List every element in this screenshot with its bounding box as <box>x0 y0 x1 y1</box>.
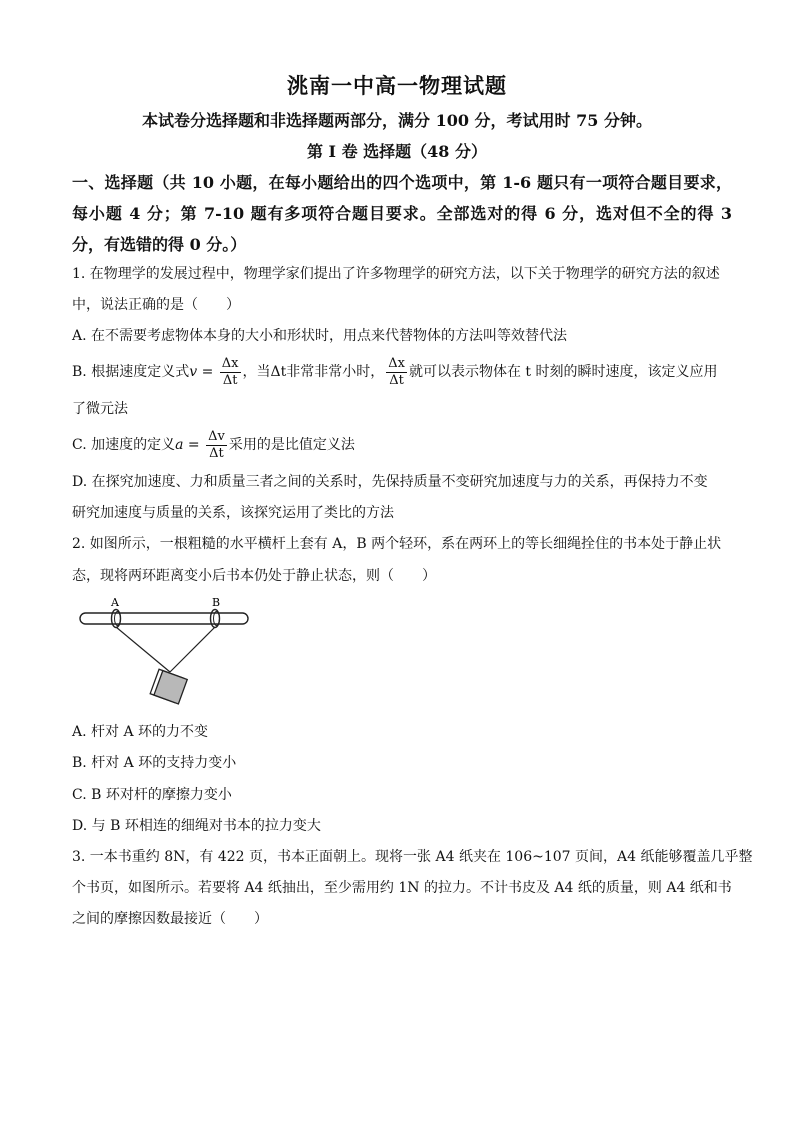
q1-option-d-line1: D. 在探究加速度、力和质量三者之间的关系时，先保持质量不变研究加速度与力的关系，再保持力不变 <box>72 474 708 490</box>
q2-option-a: A. 杆对 A 环的力不变 <box>72 724 209 740</box>
q1-option-d-line2: 研究加速度与质量的关系，该探究运用了类比的方法 <box>72 505 394 521</box>
q1-b-fraction <box>220 356 241 389</box>
q1-b-denominator-2: Δt <box>389 372 404 388</box>
q1-c-denominator: Δt <box>209 445 224 461</box>
q1-b-suffix: 就可以表示物体在 t 时刻的瞬时速度，该定义应用 <box>408 364 718 380</box>
q1-c-a-symbol: a <box>175 437 184 453</box>
label-a: A <box>111 596 119 609</box>
q1-b-prefix: B. 根据速度定义式 <box>72 364 190 380</box>
q2-option-c: C. B 环对杆的摩擦力变小 <box>72 787 232 803</box>
rod-rings-book-figure <box>78 594 253 706</box>
q2-stem-line2: 态，现将两环距离变小后书本仍处于静止状态，则（ ） <box>72 568 436 584</box>
q1-b-middle: ，当Δt非常非常小时， <box>242 364 385 380</box>
q1-c-prefix: C. 加速度的定义 <box>72 437 176 453</box>
label-b: B <box>212 596 221 609</box>
q2-option-d: D. 与 B 环相连的细绳对书本的拉力变大 <box>72 818 321 834</box>
q1-c-suffix: 采用的是比值定义法 <box>228 437 355 453</box>
q1-c-equals: = <box>183 437 205 453</box>
book <box>150 669 187 704</box>
q1-stem-line2: 中，说法正确的是（ ） <box>72 297 240 313</box>
q1-option-a: A. 在不需要考虑物体本身的大小和形状时，用点来代替物体的方法叫等效替代法 <box>72 328 568 344</box>
q3-stem-line3: 之间的摩擦因数最接近（ ） <box>72 911 268 927</box>
q1-b-denominator: Δt <box>222 372 238 388</box>
string-a <box>116 627 170 672</box>
q2-option-b: B. 杆对 A 环的支持力变小 <box>72 755 237 771</box>
exam-subtitle: 本试卷分选择题和非选择题两部分，满分 100 分，考试用时 75 分钟。 <box>142 111 652 130</box>
part-heading: 第 I 卷 选择题（48 分） <box>306 142 488 161</box>
q1-b-equals: = <box>197 364 218 380</box>
q1-b-numerator-2: Δx <box>388 355 405 371</box>
q1-b-numerator: Δx <box>221 355 239 371</box>
section-instructions: 一、选择题（共 10 小题，在每小题给出的四个选项中，第 1-6 题只有一项符合题目要求，每小题 4 分；第 7-10 题有多项符合题目要求。全部选对的得 6 分，选对但不全的得 3 分，有选错的得 0 分。） <box>72 173 732 254</box>
q1-option-b-line2: 了微元法 <box>72 401 128 417</box>
exam-title: 洮南一中高一物理试题 <box>287 73 507 98</box>
q1-option-c <box>72 427 355 463</box>
q1-b-v-symbol: v <box>189 364 198 380</box>
horizontal-rod <box>80 613 248 624</box>
q1-c-numerator: Δv <box>208 428 225 444</box>
q1-c-fraction <box>206 429 227 462</box>
q3-stem-line2: 个书页，如图所示。若要将 A4 纸抽出，至少需用约 1N 的拉力。不计书皮及 A4 纸的质量，则 A4 纸和书 <box>72 880 732 896</box>
q1-b-fraction-2 <box>386 356 407 389</box>
q2-stem-line1: 2. 如图所示，一根粗糙的水平横杆上套有 A，B 两个轻环，系在两环上的等长细绳拴住的书本处于静止状 <box>72 536 722 552</box>
q1-option-b <box>72 354 718 390</box>
q1-stem-line1: 1. 在物理学的发展过程中，物理学家们提出了许多物理学的研究方法，以下关于物理学的研究方法的叙述 <box>72 266 720 282</box>
string-b <box>170 627 215 672</box>
q3-stem-line1: 3. 一本书重约 8N，有 422 页，书本正面朝上。现将一张 A4 纸夹在 106~107 页间，A4 纸能够覆盖几乎整 <box>72 849 753 865</box>
